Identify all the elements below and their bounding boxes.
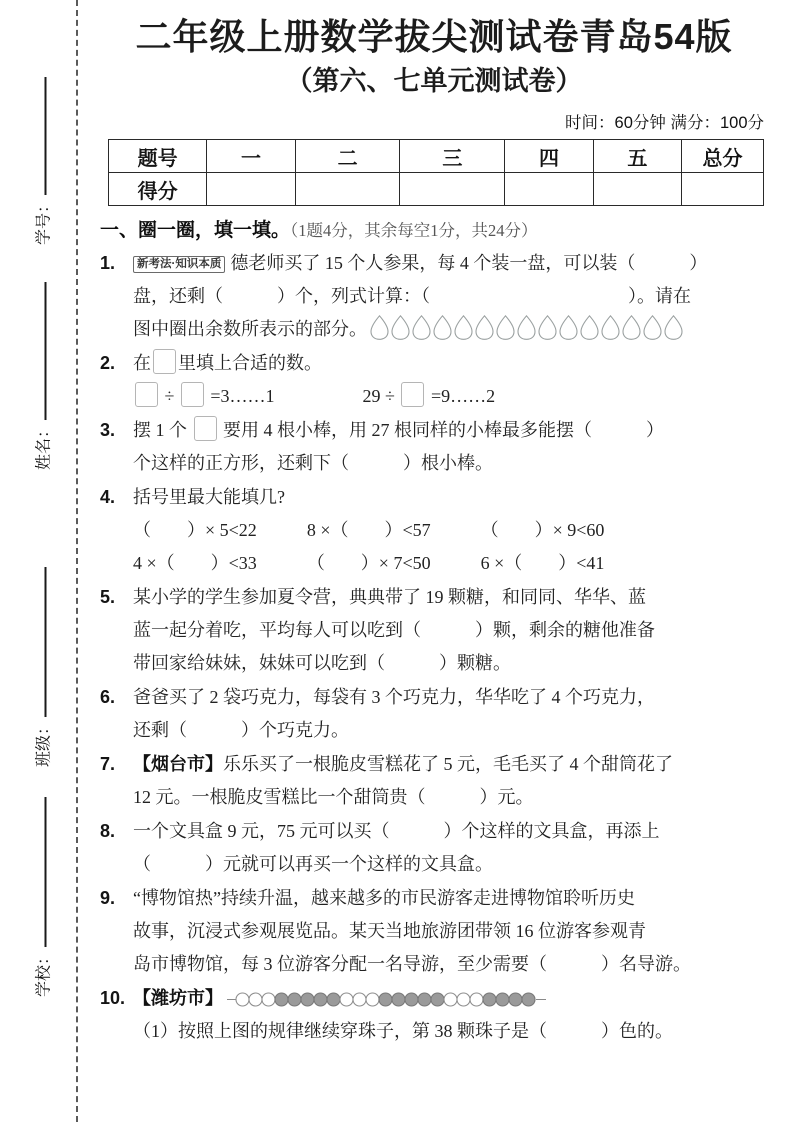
spacer — [257, 535, 307, 536]
section-one-heading — [100, 216, 768, 246]
question-text: 12 元。一根脆皮雪糕比一个甜筒贵（ ）元。 — [133, 787, 534, 808]
question-body — [133, 347, 768, 413]
question-text: “博物馆热”持续升温，越来越多的市民游客走进博物馆聆听历史 — [133, 888, 635, 909]
question-line — [133, 514, 768, 547]
question-number: 8. — [100, 821, 116, 842]
question-text: 4 ×（ ）<33 — [133, 553, 257, 574]
page-subtitle: （第六、七单元测试卷） — [285, 65, 583, 96]
egg-icon — [600, 314, 621, 341]
egg-icon — [495, 314, 516, 341]
question-number: 3. — [100, 420, 116, 441]
question-line — [133, 848, 768, 881]
fold-dashed-line — [76, 0, 78, 1122]
question-text: 8 ×（ ）<57 — [306, 520, 431, 541]
egg-icon — [663, 314, 684, 341]
answer-box — [135, 382, 158, 407]
question-line — [133, 982, 768, 1015]
new-method-badge: 新考法·知识本质 — [133, 256, 225, 273]
spacer — [275, 401, 363, 402]
sidebar-field-blank-line — [43, 797, 47, 947]
question-text: 里填上合适的数。 — [178, 353, 322, 374]
answer-box — [153, 349, 176, 374]
section-heading-note: （1题4分，其余每空1分，共24分） — [290, 221, 538, 241]
question-text: ÷ — [160, 386, 179, 407]
question-line — [133, 581, 768, 614]
spacer — [431, 535, 481, 536]
question-line — [133, 481, 768, 514]
question-line — [133, 714, 768, 747]
question-text: （ ）元就可以再买一个这样的文具盒。 — [133, 854, 493, 875]
question-item-6 — [100, 681, 768, 747]
question-body — [133, 581, 768, 680]
sidebar-field-label: 学号： — [35, 196, 53, 246]
question-line — [133, 882, 768, 915]
question-list — [100, 247, 768, 1048]
question-text: =9……2 — [426, 386, 496, 407]
egg-icon — [369, 314, 390, 341]
question-number: 5. — [100, 587, 116, 608]
question-line — [133, 614, 768, 647]
question-item-10 — [100, 982, 768, 1048]
question-text: （ ）× 7<50 — [306, 553, 431, 574]
question-number: 10. — [100, 988, 126, 1009]
egg-icon — [432, 314, 453, 341]
question-text: 摆 1 个 — [133, 420, 192, 441]
city-tag: 【烟台市】 — [133, 754, 223, 775]
egg-icon — [390, 314, 411, 341]
question-text: 个这样的正方形，还剩下（ ）根小棒。 — [133, 453, 493, 474]
question-item-4 — [100, 481, 768, 580]
score-table — [108, 139, 764, 206]
score-table-header-4: 四 — [505, 140, 593, 173]
question-line — [133, 948, 768, 981]
sidebar-field-blank-line — [43, 567, 47, 717]
egg-icon — [642, 314, 663, 341]
sidebar-field-2 — [31, 567, 54, 767]
time-score-info: 时间：60分钟 满分：100分 — [565, 114, 764, 133]
egg-icon — [474, 314, 495, 341]
question-body — [133, 481, 768, 580]
question-line — [133, 781, 768, 814]
score-table-header-3: 三 — [400, 140, 505, 173]
question-body — [133, 815, 768, 881]
question-line — [133, 247, 768, 280]
question-line — [133, 380, 768, 413]
egg-icon — [516, 314, 537, 341]
question-item-2 — [100, 347, 768, 413]
question-text: 29 ÷ — [362, 386, 400, 407]
question-text: 图中圈出余数所表示的部分。 — [133, 319, 367, 340]
question-text: 岛市博物馆，每 3 位游客分配一名导游，至少需要（ ）名导游。 — [133, 954, 691, 975]
question-body — [133, 247, 768, 346]
egg-icon — [579, 314, 600, 341]
question-text: =3……1 — [205, 386, 275, 407]
sidebar-field-label: 学校： — [35, 948, 53, 998]
egg-icon — [558, 314, 579, 341]
spacer — [257, 568, 307, 569]
question-line — [133, 313, 768, 346]
question-line — [133, 815, 768, 848]
score-table-header-0: 题号 — [109, 140, 207, 173]
sidebar-field-label: 班级： — [35, 718, 53, 768]
sidebar-field-3 — [31, 797, 54, 997]
section-heading-text: 一、圈一圈，填一填。 — [100, 220, 291, 242]
score-table-header-5: 五 — [593, 140, 681, 173]
question-text: 要用 4 根小棒，用 27 根同样的小棒最多能摆（ ） — [218, 420, 664, 441]
score-cell-empty — [295, 173, 400, 206]
question-text: 6 ×（ ）<41 — [480, 553, 605, 574]
answer-box — [401, 382, 424, 407]
question-number: 6. — [100, 687, 116, 708]
city-tag: 【潍坊市】 — [133, 988, 223, 1009]
answer-box — [181, 382, 204, 407]
question-text: 故事，沉浸式参观展览品。某天当地旅游团带领 16 位游客参观青 — [133, 921, 646, 942]
question-body — [133, 681, 768, 747]
question-text: 盘，还剩（ ）个，列式计算：（ ）。请在 — [133, 286, 691, 307]
question-item-9 — [100, 882, 768, 981]
bead-string-end — [536, 999, 546, 1000]
test-paper — [100, 14, 768, 1048]
question-line — [133, 414, 768, 447]
question-text: 某小学的学生参加夏令营，典典带了 19 颗糖，和同同、华华、蓝 — [133, 587, 646, 608]
question-item-5 — [100, 581, 768, 680]
sidebar-field-blank-line — [43, 282, 47, 420]
score-table-header-6: 总分 — [682, 140, 764, 173]
egg-icon — [453, 314, 474, 341]
egg-icon — [411, 314, 432, 341]
question-text: 一个文具盒 9 元，75 元可以买（ ）个这样的文具盒，再添上 — [133, 821, 660, 842]
question-number: 4. — [100, 487, 116, 508]
score-table-header-2: 二 — [295, 140, 400, 173]
question-body — [133, 882, 768, 981]
sidebar-field-1 — [31, 282, 54, 470]
score-cell-empty — [682, 173, 764, 206]
question-item-3 — [100, 414, 768, 480]
question-number: 7. — [100, 754, 116, 775]
question-text: （1）按照上图的规律继续穿珠子，第 38 颗珠子是（ ）色的。 — [133, 1021, 673, 1042]
question-item-1 — [100, 247, 768, 346]
sidebar-field-blank-line — [43, 77, 47, 195]
question-number: 2. — [100, 353, 116, 374]
question-number: 9. — [100, 888, 116, 909]
question-line — [133, 447, 768, 480]
page-title: 二年级上册数学拔尖测试卷青岛54版 — [135, 16, 733, 57]
question-text: 爸爸买了 2 袋巧克力，每袋有 3 个巧克力，华华吃了 4 个巧克力， — [133, 687, 655, 708]
question-text: 带回家给妹妹，妹妹可以吃到（ ）颗糖。 — [133, 653, 511, 674]
question-text: 还剩（ ）个巧克力。 — [133, 720, 349, 741]
question-body — [133, 748, 768, 814]
question-line — [133, 681, 768, 714]
question-line — [133, 347, 768, 380]
answer-box — [194, 416, 217, 441]
question-line — [133, 280, 768, 313]
question-number: 1. — [100, 253, 116, 274]
score-cell-empty — [505, 173, 593, 206]
question-line — [133, 915, 768, 948]
question-line — [133, 547, 768, 580]
ginseng-fruit-row — [369, 319, 684, 339]
spacer — [431, 568, 481, 569]
question-line — [133, 1015, 768, 1048]
score-cell-empty — [207, 173, 295, 206]
question-body — [133, 982, 768, 1048]
score-cell-empty — [400, 173, 505, 206]
question-line — [133, 748, 768, 781]
sidebar-field-label: 姓名： — [35, 421, 53, 471]
score-table-header-1: 一 — [207, 140, 295, 173]
question-text: （ ）× 9<60 — [480, 520, 605, 541]
score-cell-empty — [593, 173, 681, 206]
question-body — [133, 414, 768, 480]
question-text: 括号里最大能填几? — [133, 487, 285, 508]
question-text: 蓝一起分着吃，平均每人可以吃到（ ）颗，剩余的糖他准备 — [133, 620, 655, 641]
question-item-7 — [100, 748, 768, 814]
question-item-8 — [100, 815, 768, 881]
score-row-label: 得分 — [109, 173, 207, 206]
egg-icon — [621, 314, 642, 341]
question-text: 乐乐买了一根脆皮雪糕花了 5 元，毛毛买了 4 个甜筒花了 — [223, 754, 673, 775]
sidebar-field-0 — [31, 77, 54, 245]
question-line — [133, 647, 768, 680]
bead-pattern-row — [227, 988, 546, 1008]
question-text: 在 — [133, 353, 151, 374]
egg-icon — [537, 314, 558, 341]
bead-icon — [521, 992, 536, 1007]
question-text: 德老师买了 15 个人参果，每 4 个装一盘，可以装（ ） — [230, 253, 708, 274]
question-text: （ ）× 5<22 — [133, 520, 257, 541]
